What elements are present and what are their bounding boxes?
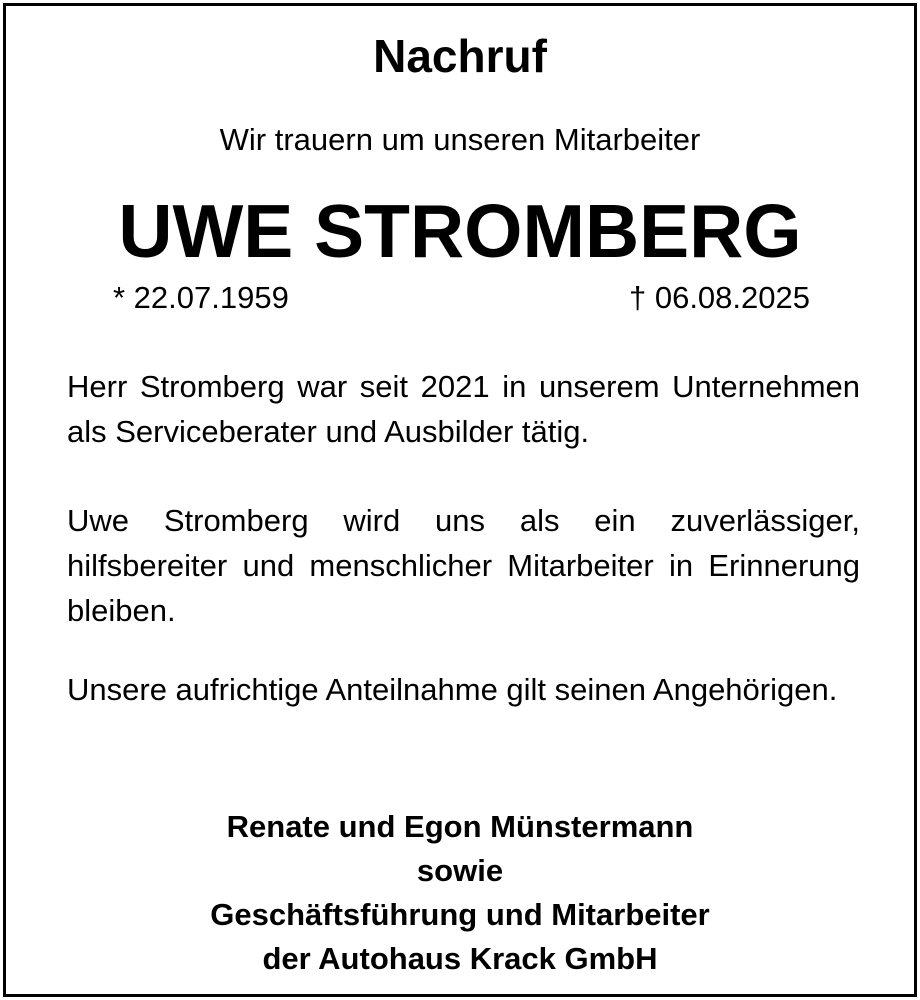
birth-date: * 22.07.1959 (113, 280, 289, 315)
signature-line: Geschäftsführung und Mitarbeiter (210, 897, 710, 932)
paragraph-remembrance: Uwe Stromberg wird uns als ein zuverlässiger, hilfsbereiter und menschlicher Mitarbeiter in Erinnerung bleiben. (67, 503, 860, 628)
intro-line: Wir trauern um unseren Mitarbeiter (219, 122, 701, 157)
death-date: † 06.08.2025 (628, 280, 810, 315)
notice-title: Nachruf (373, 30, 547, 82)
paragraph-condolence: Unsere aufrichtige Anteilnahme gilt seinen Angehörigen. (67, 672, 838, 707)
deceased-name: UWE STROMBERG (118, 189, 802, 273)
signature-line: Renate und Egon Münstermann (226, 809, 694, 844)
paragraph-employment: Herr Stromberg war seit 2021 in unserem Unternehmen als Serviceberater und Ausbilder tätig. (67, 369, 860, 449)
signature-line: sowie (416, 853, 504, 888)
signature-line: der Autohaus Krack GmbH (262, 941, 658, 976)
signature-block (0, 805, 920, 981)
